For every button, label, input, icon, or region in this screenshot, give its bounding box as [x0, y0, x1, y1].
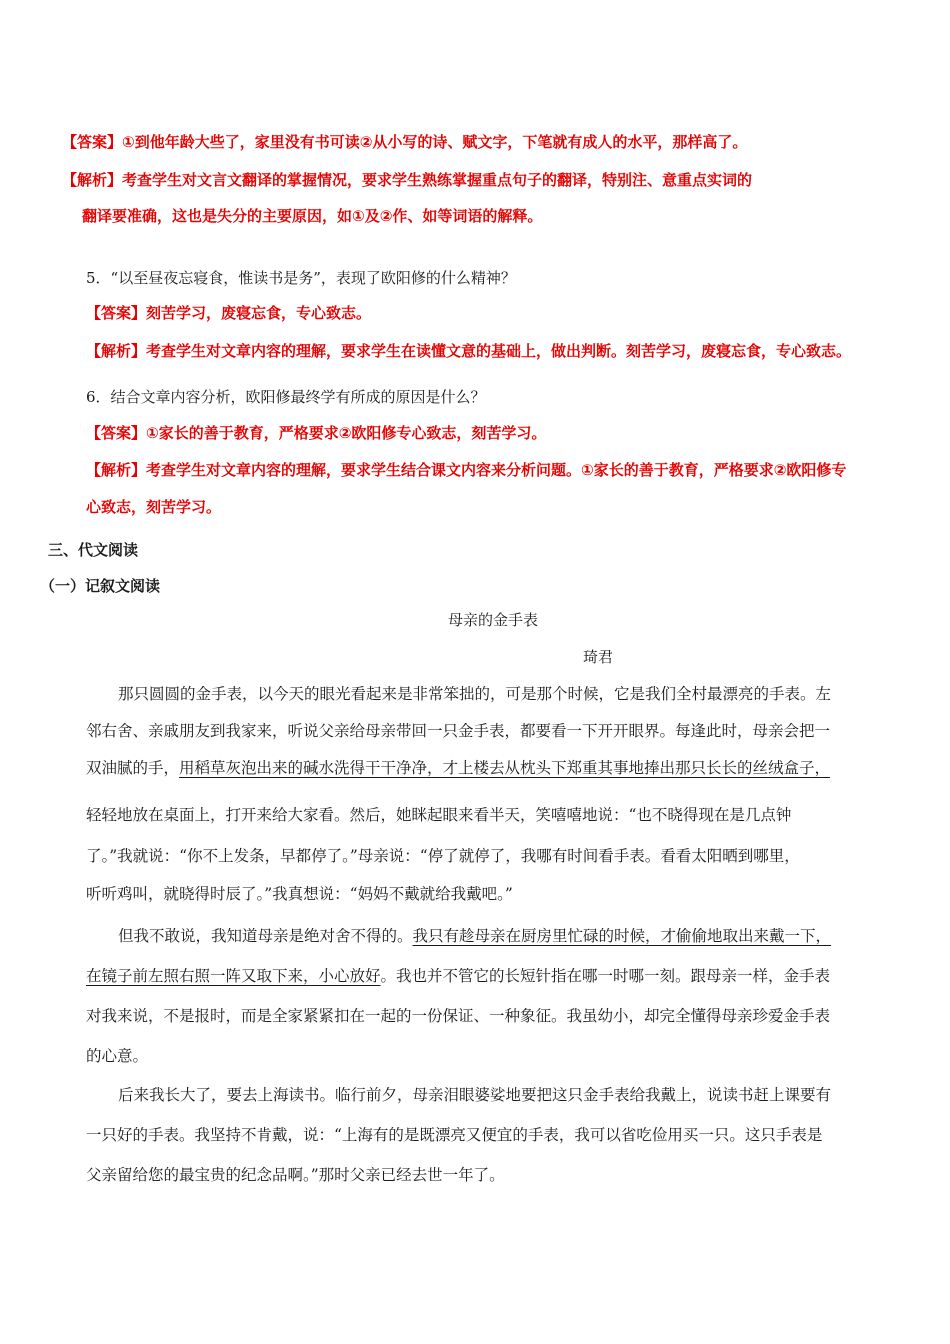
article-line: 听听鸡叫，就晓得时辰了。”我真想说：“妈妈不戴就给我戴吧。” [86, 885, 513, 903]
article-line [86, 758, 830, 778]
article-line: 一只好的手表。我坚持不肯戴，说：“上海有的是既漂亮又便宜的手表，我可以省吃俭用买一只。这只手表是 [86, 1126, 823, 1144]
article-line [118, 926, 831, 946]
section-heading: 三、代文阅读 [48, 541, 139, 559]
article-line-segment: 但我不敢说，我知道母亲是绝对舍不得的。 [118, 927, 413, 945]
article-line [86, 966, 830, 986]
q6-analysis-line-2: 心致志，刻苦学习。 [86, 498, 222, 516]
q6-analysis-line-1: 【解析】考查学生对文章内容的理解，要求学生结合课文内容来分析问题。①家长的善于教育，严格要求②欧阳修专 [86, 461, 847, 479]
q6-question: 6．结合文章内容分析，欧阳修最终学有所成的原因是什么？ [86, 388, 486, 406]
underlined-sentence: 用稻草灰泡出来的碱水洗得干干净净，才上楼去从枕头下郑重其事地捧出那只长长的丝绒盒子， [179, 759, 831, 777]
article-line: 那只圆圆的金手表，以今天的眼光看起来是非常笨拙的，可是那个时候，它是我们全村最漂亮的手表。左 [118, 685, 832, 703]
article-line-segment: 双油腻的手， [86, 759, 180, 777]
article-line: 轻轻地放在桌面上，打开来给大家看。然后，她眯起眼来看半天，笑嘻嘻地说：“也不晓得现在是几点钟 [86, 806, 792, 824]
q5-analysis: 【解析】考查学生对文章内容的理解，要求学生在读懂文意的基础上，做出判断。刻苦学习，废寝忘食，专心致志。 [86, 342, 852, 360]
underlined-sentence: 在镜子前左照右照一阵又取下来，小心放好 [86, 967, 381, 985]
section-sub-heading: （一）记叙文阅读 [40, 577, 161, 595]
article-author: 琦君 [583, 648, 614, 666]
q4-answer: 【答案】①到他年龄大些了，家里没有书可读②从小写的诗、赋文字，下笔就有成人的水平，那样高了。 [62, 133, 748, 151]
article-line: 后来我长大了，要去上海读书。临行前夕，母亲泪眼婆娑地要把这只金手表给我戴上，说读书赶上课要有 [118, 1086, 832, 1104]
article-title: 母亲的金手表 [447, 611, 538, 629]
article-line-segment: 。我也并不管它的长短针指在哪一时哪一刻。跟母亲一样，金手表 [380, 967, 831, 985]
q5-answer: 【答案】刻苦学习，废寝忘食，专心致志。 [86, 304, 372, 322]
article-line: 邻右舍、亲戚朋友到我家来，听说父亲给母亲带回一只金手表，都要看一下开开眼界。每逢此时，母亲会把一 [86, 722, 831, 740]
article-line: 对我来说，不是报时，而是全家紧紧扣在一起的一份保证、一种象征。我虽幼小，却完全懂得母亲珍爱金手表 [86, 1007, 831, 1025]
q5-question: 5．“以至昼夜忘寝食，惟读书是务”，表现了欧阳修的什么精神？ [86, 269, 516, 287]
q4-analysis-line-1: 【解析】考查学生对文言文翻译的掌握情况，要求学生熟练掌握重点句子的翻译，特别注、意重点实词的 [62, 171, 753, 189]
article-line: 了。”我就说：“你不上发条，早都停了。”母亲说：“停了就停了，我哪有时间看手表。看看太阳晒到哪里， [86, 847, 800, 865]
article-line: 父亲留给您的最宝贵的纪念品啊。”那时父亲已经去世一年了。 [86, 1166, 505, 1184]
q4-analysis-line-2: 翻译要准确，这也是失分的主要原因，如①及②作、如等词语的解释。 [82, 207, 543, 225]
article-line: 的心意。 [86, 1047, 149, 1065]
underlined-sentence: 我只有趁母亲在厨房里忙碌的时候，才偷偷地取出来戴一下， [412, 927, 832, 945]
q6-answer: 【答案】①家长的善于教育，严格要求②欧阳修专心致志，刻苦学习。 [86, 424, 547, 442]
